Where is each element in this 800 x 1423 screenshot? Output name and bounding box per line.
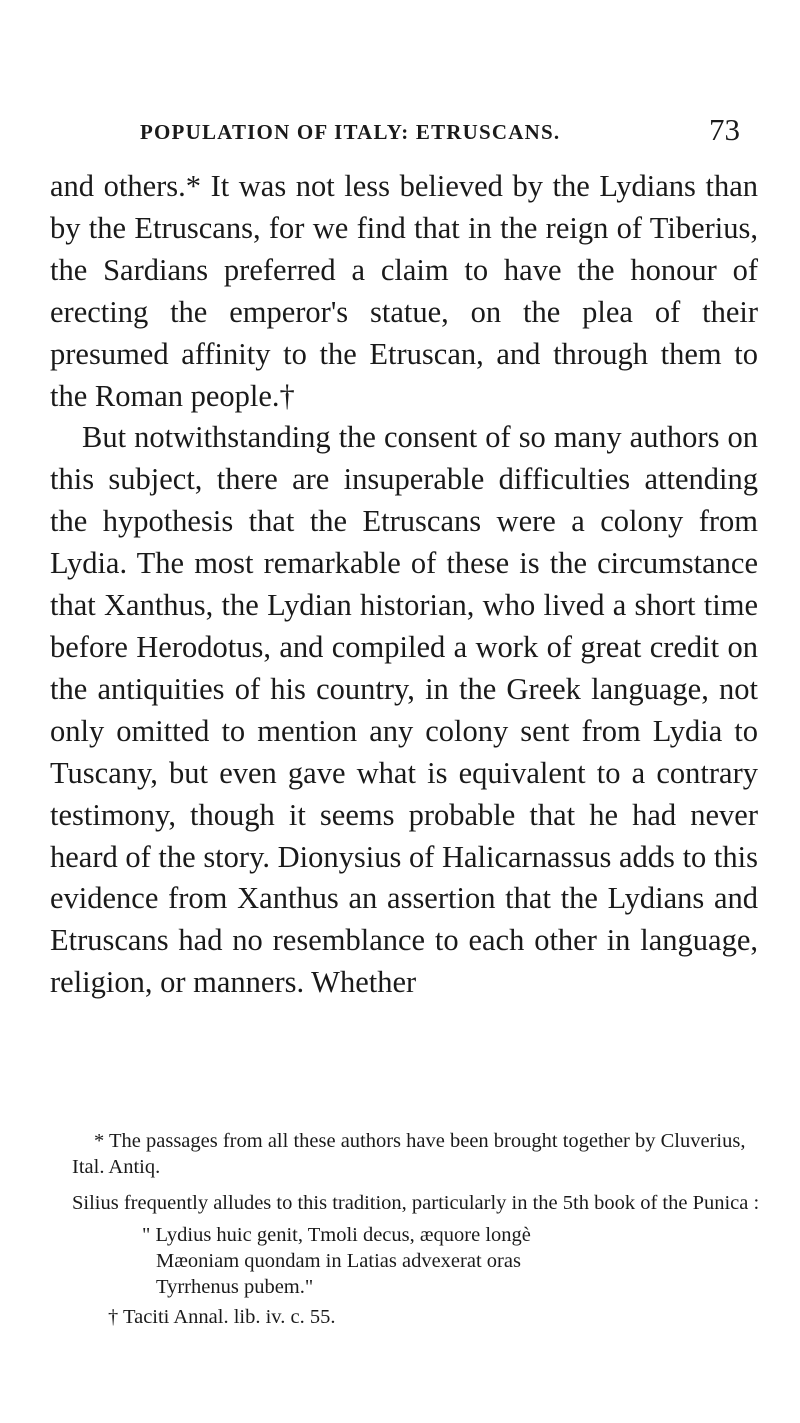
footnotes — [72, 1128, 762, 1330]
paragraph-2: But notwithstanding the consent of so many authors on this subject, there are insuperable difficulties attending the hypothesis that the Etruscans were a colony from Lydia. The most remarkable of these is the circumstance that Xanthus, the Lydian historian, who lived a short time before Herodotus, and compiled a work of great credit on the antiquities of his country, in the Greek language, not only omitted to mention any colony sent from Lydia to Tuscany, but even gave what is equivalent to a contrary testimony, though it seems probable that he had never heard of the story. Dionysius of Halicarnassus adds to this evidence from Xanthus an assertion that the Lydians and Etruscans had no resemblance to each other in language, religion, or manners. Whether — [50, 420, 758, 1000]
footnote-star-continuation: Silius frequently alludes to this tradition, particularly in the 5th book of the Punica : — [72, 1192, 760, 1214]
quote-line-1: " Lydius huic genit, Tmoli decus, æquore longè — [142, 1224, 531, 1246]
paragraph-1: and others.* It was not less believed by the Lydians than by the Etruscans, for we find that in the reign of Tiberius, the Sardians preferred a claim to have the honour of erecting the emperor's statue, on the plea of their presumed affinity to the Etruscan, and through them to the Roman people.† — [50, 169, 758, 413]
running-head: POPULATION OF ITALY: ETRUSCANS. — [140, 120, 561, 144]
page-header — [140, 112, 740, 152]
quote-line-2: Mæoniam quondam in Latias advexerat oras — [156, 1250, 521, 1272]
footnote-star: * The passages from all these authors have been brought together by Cluverius, Ital. Antiq. — [72, 1130, 746, 1178]
body-text — [50, 166, 758, 1004]
footnote-quotation — [142, 1222, 762, 1300]
quote-line-3: Tyrrhenus pubem." — [156, 1276, 314, 1298]
page-number: 73 — [709, 112, 740, 147]
footnote-dagger: † Taciti Annal. lib. iv. c. 55. — [108, 1306, 336, 1328]
